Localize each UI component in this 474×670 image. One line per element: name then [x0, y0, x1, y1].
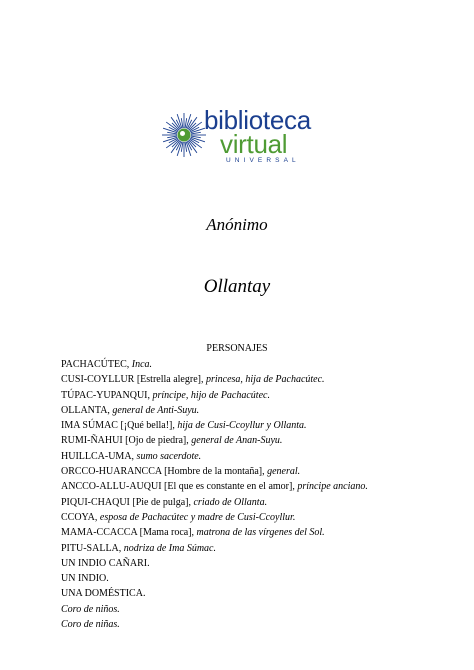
- character-list: [61, 357, 461, 632]
- character-description: general.: [267, 466, 301, 478]
- character-name: CUSI-COYLLUR [Estrella alegre],: [61, 374, 204, 386]
- character-entry: [61, 479, 461, 494]
- character-name: PIQUI-CHAQUI [Pie de pulga],: [61, 496, 191, 508]
- character-description: princesa, hija de Pachacútec.: [205, 374, 325, 386]
- character-entry: [61, 403, 461, 418]
- character-description: Coro de niños.: [61, 603, 120, 615]
- character-name: UN INDIO.: [61, 573, 109, 585]
- starburst-logo-icon: [162, 107, 210, 169]
- character-description: esposa de Pachacútec y madre de Cusi-Ccoyllur.: [99, 511, 296, 523]
- character-entry: [61, 495, 461, 510]
- character-name: PACHACÚTEC,: [61, 359, 130, 370]
- character-entry: [61, 449, 461, 464]
- characters-heading: PERSONAJES: [206, 343, 268, 354]
- character-name: TÚPAC-YUPANQUI,: [61, 389, 150, 401]
- character-description: general de Anan-Suyu.: [191, 435, 283, 447]
- character-entry: [61, 418, 461, 433]
- character-name: IMA SÚMAC [¡Qué bella!],: [61, 420, 175, 432]
- character-entry: [61, 541, 461, 556]
- character-entry: [61, 586, 461, 601]
- character-description: nodriza de Ima Súmac.: [123, 542, 216, 554]
- character-name: HUILLCA-UMA,: [61, 450, 135, 462]
- character-description: Inca.: [131, 359, 153, 370]
- character-entry: [61, 372, 461, 387]
- character-entry: [61, 433, 461, 448]
- character-description: príncipe anciano.: [297, 481, 368, 493]
- character-name: PITU-SALLA,: [61, 542, 122, 554]
- character-entry: [61, 464, 461, 479]
- character-entry: [61, 617, 461, 632]
- logo-word-biblioteca: biblioteca: [204, 105, 311, 135]
- character-name: UNA DOMÉSTICA.: [61, 588, 146, 600]
- character-entry: [61, 388, 461, 403]
- character-description: Coro de niñas.: [61, 619, 120, 631]
- character-description: sumo sacerdote.: [136, 450, 202, 462]
- character-name: ORCCO-HUARANCCA [Hombre de la montaña],: [61, 466, 265, 478]
- character-description: criado de Ollanta.: [193, 496, 268, 508]
- character-entry: [61, 510, 461, 525]
- character-name: ANCCO-ALLU-AUQUI [El que es constante en el amor],: [61, 481, 295, 493]
- character-description: matrona de las vírgenes del Sol.: [196, 527, 325, 539]
- character-entry: [61, 571, 461, 586]
- character-entry: [61, 602, 461, 617]
- character-description: hija de Cusi-Ccoyllur y Ollanta.: [177, 420, 307, 432]
- character-name: UN INDIO CAÑARI.: [61, 557, 150, 569]
- logo-word-universal: UNIVERSAL: [226, 157, 300, 164]
- character-name: RUMI-ÑAHUI [Ojo de piedra],: [61, 435, 189, 447]
- work-title: Ollantay: [203, 276, 271, 297]
- character-entry: [61, 525, 461, 540]
- logo-word-virtual: virtual: [220, 129, 288, 159]
- character-name: MAMA-CCACCA [Mama roca],: [61, 527, 195, 539]
- character-name: CCOYA,: [61, 511, 98, 523]
- character-entry: [61, 357, 461, 372]
- character-description: general de Anti-Suyu.: [112, 404, 200, 416]
- character-name: OLLANTA,: [61, 404, 110, 416]
- biblioteca-virtual-logo: [162, 107, 312, 169]
- author-name: Anónimo: [206, 215, 268, 234]
- character-entry: [61, 556, 461, 571]
- character-description: príncipe, hijo de Pachacútec.: [152, 389, 270, 401]
